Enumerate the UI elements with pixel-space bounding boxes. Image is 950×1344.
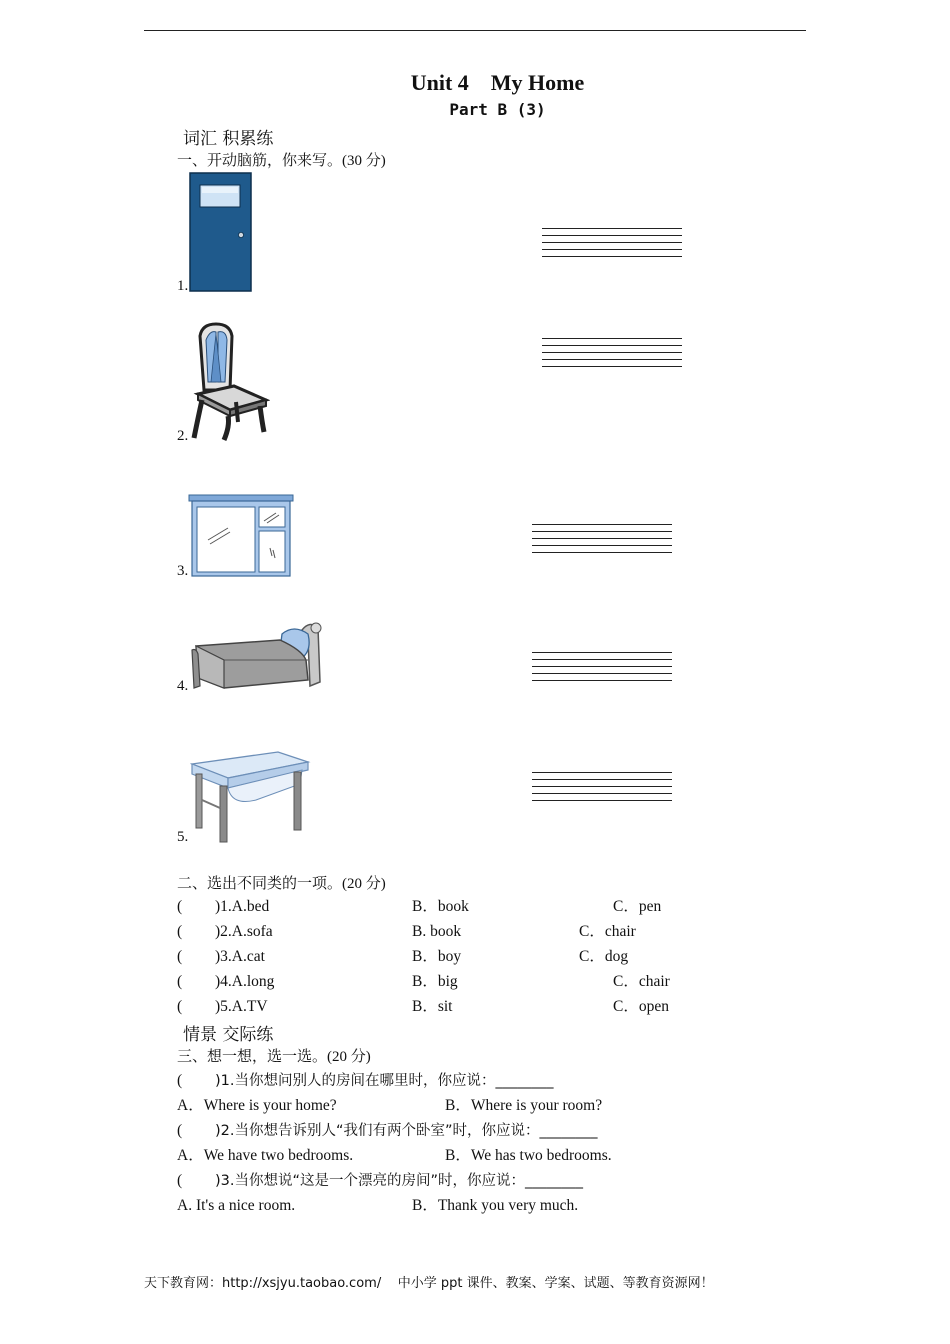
- option-b: B．We has two bedrooms.: [445, 1147, 612, 1164]
- option-b: B．big: [412, 973, 458, 990]
- option-a: )2.A.sofa: [215, 923, 273, 940]
- window-icon: [188, 494, 294, 578]
- answer-paren[interactable]: (: [177, 898, 183, 915]
- option-a: )5.A.TV: [215, 998, 268, 1015]
- section-label-situational: 情景 交际练: [183, 1025, 274, 1045]
- option-a: )4.A.long: [215, 973, 275, 990]
- q2-row-2: [177, 919, 777, 944]
- answer-lines-5[interactable]: [532, 766, 672, 801]
- question-2-title: 二、选出不同类的一项。: [177, 874, 343, 892]
- question-2-heading: [177, 872, 386, 893]
- answer-lines-4[interactable]: [532, 646, 672, 681]
- option-b: B．book: [412, 898, 469, 915]
- option-c: C．open: [613, 998, 669, 1015]
- q2-row-4: [177, 969, 777, 994]
- question-1-points: (30 分): [342, 153, 386, 169]
- answer-lines-3[interactable]: [532, 518, 672, 553]
- answer-paren[interactable]: (: [177, 973, 183, 990]
- answer-lines-1[interactable]: [542, 222, 682, 257]
- option-c: C．dog: [579, 948, 629, 965]
- page-footer: [144, 1272, 714, 1291]
- q3-options-1: [177, 1093, 797, 1118]
- question-2-points: (20 分): [342, 876, 386, 892]
- footer-text: 天下教育网：http://xsjyu.taobao.com/ 中小学 ppt 课件、教案、学案、试题、等教育资源网！: [144, 1276, 714, 1291]
- question-3-title: 三、想一想，选一选。: [177, 1047, 328, 1065]
- option-c: C．chair: [579, 923, 636, 940]
- section-label-vocab: 词汇 积累练: [183, 129, 274, 149]
- top-rule: [144, 30, 806, 31]
- item-number-5: 5.: [177, 829, 189, 845]
- option-a: A．We have two bedrooms.: [177, 1147, 354, 1164]
- option-a: A. It's a nice room.: [177, 1197, 296, 1214]
- item-number-1: 1.: [177, 278, 189, 294]
- option-b: B. book: [412, 923, 462, 940]
- question-1-title: 一、开动脑筋，你来写。: [177, 151, 343, 169]
- option-b: B．sit: [412, 998, 453, 1015]
- answer-paren[interactable]: (: [177, 1072, 183, 1089]
- q2-row-3: [177, 944, 777, 969]
- question-1-heading: [177, 149, 386, 170]
- option-b: B．boy: [412, 948, 462, 965]
- page-title: Unit 4 My Home: [410, 70, 585, 95]
- item-number-2: 2.: [177, 428, 189, 444]
- desk-icon: [190, 748, 312, 844]
- question-3-heading: [177, 1045, 371, 1066]
- option-b: B．Thank you very much.: [412, 1197, 579, 1214]
- q3-question-text: )3.当你想说“这是一个漂亮的房间”时，你应说：________: [215, 1173, 584, 1189]
- bed-icon: [190, 620, 326, 692]
- answer-paren[interactable]: (: [177, 923, 183, 940]
- q3-question-text: )1.当你想问别人的房间在哪里时，你应说：________: [215, 1073, 554, 1089]
- answer-paren[interactable]: (: [177, 948, 183, 965]
- answer-paren[interactable]: (: [177, 1122, 183, 1139]
- page-subtitle: Part B (3): [449, 100, 546, 119]
- option-a: A．Where is your home?: [177, 1097, 337, 1114]
- item-number-3: 3.: [177, 563, 189, 579]
- q3-prompt-1: [177, 1068, 797, 1093]
- option-b: B．Where is your room?: [445, 1097, 603, 1114]
- answer-paren[interactable]: (: [177, 1172, 183, 1189]
- answer-lines-2[interactable]: [542, 332, 682, 367]
- option-c: C．pen: [613, 898, 662, 915]
- q3-options-3: [177, 1193, 797, 1218]
- chair-icon: [190, 322, 270, 442]
- q3-question-text: )2.当你想告诉别人“我们有两个卧室”时，你应说：________: [215, 1123, 598, 1139]
- item-number-4: 4.: [177, 678, 189, 694]
- q3-options-2: [177, 1143, 797, 1168]
- answer-paren[interactable]: (: [177, 998, 183, 1015]
- door-icon: [189, 172, 253, 293]
- option-a: )1.A.bed: [215, 898, 270, 915]
- question-3-points: (20 分): [327, 1049, 371, 1065]
- option-a: )3.A.cat: [215, 948, 265, 965]
- q3-prompt-3: [177, 1168, 797, 1193]
- q2-row-1: [177, 894, 777, 919]
- option-c: C．chair: [613, 973, 670, 990]
- q2-row-5: [177, 994, 777, 1019]
- q3-prompt-2: [177, 1118, 797, 1143]
